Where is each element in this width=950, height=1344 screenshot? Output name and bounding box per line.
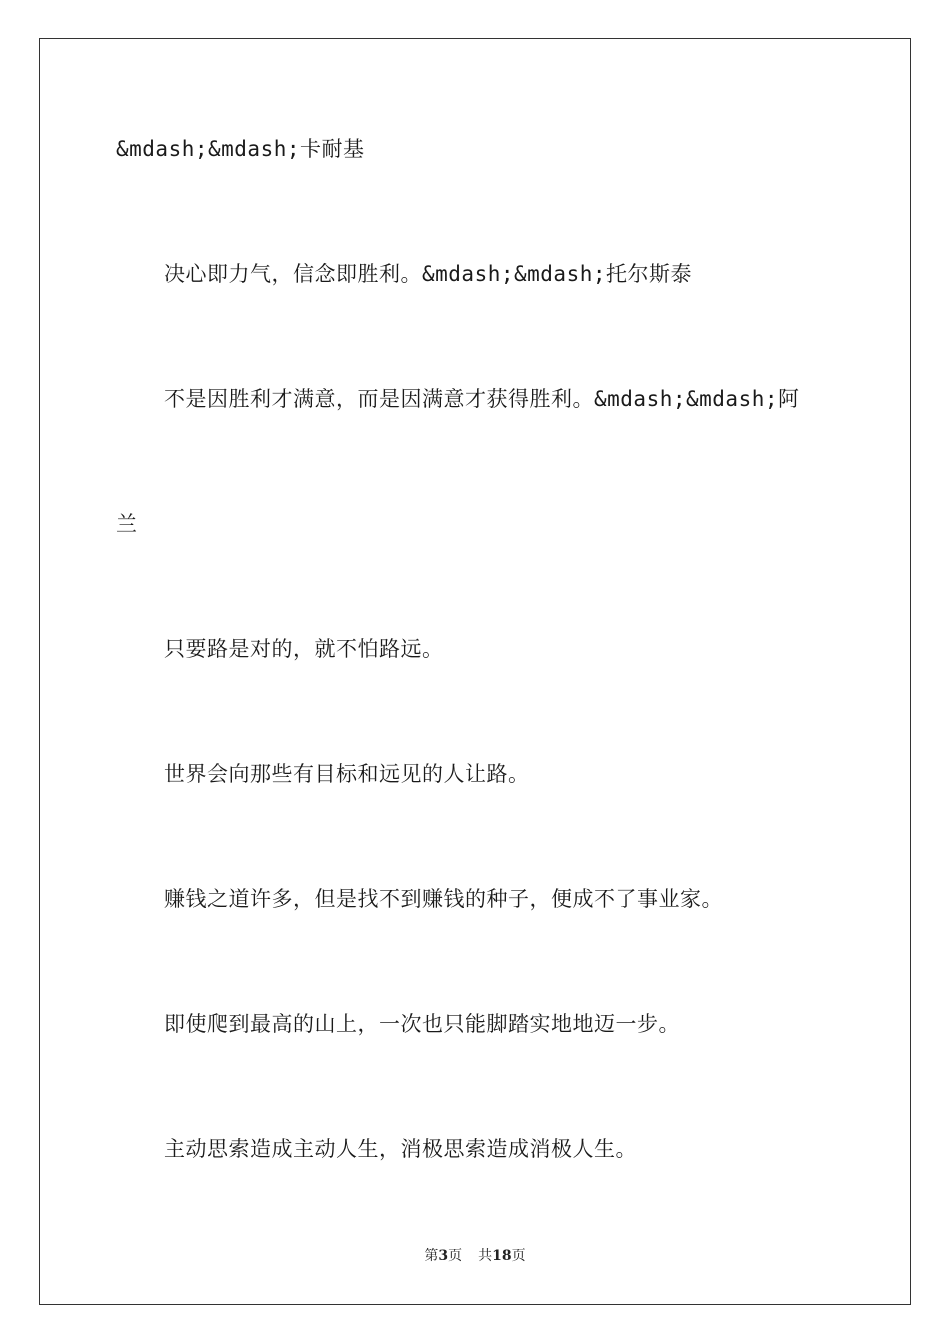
- text-line: 世界会向那些有目标和远见的人让路。: [164, 762, 530, 786]
- text-line: &mdash;&mdash;卡耐基: [116, 137, 365, 161]
- text-line: 即使爬到最高的山上，一次也只能脚踏实地地迈一步。: [164, 1012, 680, 1036]
- page-prefix: 第: [424, 1248, 439, 1264]
- page-footer: [40, 1247, 910, 1265]
- total-suffix: 页: [511, 1248, 526, 1264]
- total-pages: 18: [492, 1248, 512, 1264]
- text-line: 决心即力气，信念即胜利。&mdash;&mdash;托尔斯泰: [164, 262, 693, 286]
- text-line: 赚钱之道许多，但是找不到赚钱的种子，便成不了事业家。: [164, 887, 723, 911]
- page-frame: [39, 38, 911, 1305]
- page-number: 3: [438, 1248, 449, 1264]
- text-line: 不是因胜利才满意，而是因满意才获得胜利。&mdash;&mdash;阿: [164, 387, 800, 411]
- text-line: 主动思索造成主动人生，消极思索造成消极人生。: [164, 1137, 637, 1161]
- text-line: 兰: [116, 512, 138, 536]
- page-suffix: 页: [448, 1248, 463, 1264]
- text-line: 只要路是对的，就不怕路远。: [164, 637, 444, 661]
- total-prefix: 共: [478, 1248, 493, 1264]
